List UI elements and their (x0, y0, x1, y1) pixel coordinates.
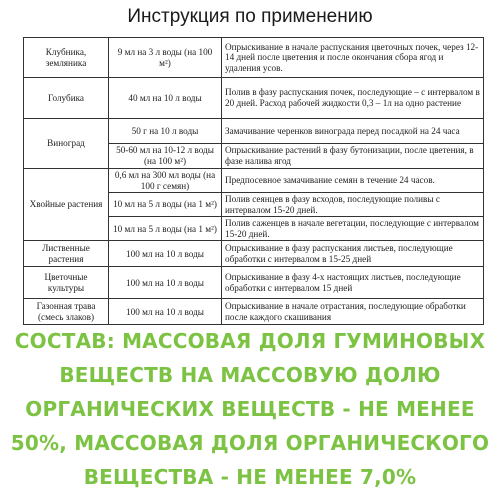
method-cell: Опрыскивание растений в фазу бутонизации, после цветения, в фазе налива ягод (222, 144, 484, 169)
dose-cell: 50-60 мл на 10-12 л воды (на 100 м²) (109, 144, 222, 169)
method-cell: Опрыскивание в начале распускания цветочных почек, через 12-14 дней после цветения и после окончания сбора ягод и удаления усов. (222, 38, 484, 78)
crop-cell: Голубика (24, 78, 109, 119)
table-row (24, 299, 484, 325)
crop-cell: Виноград (24, 119, 109, 169)
method-cell: Опрыскивание в фазу 4-х настоящих листьев, последующие обработки с интервалом 15 дней (222, 267, 484, 299)
dose-cell: 100 мл на 10 л воды (109, 267, 222, 299)
method-cell: Полив саженцев в начале вегетации, последующие с интервалом 15-20 дней. (222, 217, 484, 241)
table-row (24, 267, 484, 299)
page-title: Инструкция по применению (127, 6, 373, 27)
dose-cell: 50 г на 10 л воды (109, 119, 222, 144)
method-cell: Опрыскивание в начале отрастания, последующие обработки после каждого скашивания (222, 299, 484, 325)
method-cell: Полив в фазу распускания почек, последующие – с интервалом в 20 дней. Расход рабочей жидкости 0,3 – 1л на одно растение (222, 78, 484, 119)
crop-cell: Лиственные растения (24, 241, 109, 267)
table-row (24, 38, 484, 78)
dose-cell: 10 мл на 5 л воды (на 1 м²) (109, 217, 222, 241)
instructions-table (23, 37, 484, 325)
table-row (24, 169, 484, 193)
method-cell: Полив сеянцев в фазу всходов, последующие поливы с интервалом 15-20 дней. (222, 193, 484, 217)
crop-cell: Цветочные культуры (24, 267, 109, 299)
composition-text: СОСТАВ: МАССОВАЯ ДОЛЯ ГУМИНОВЫХ ВЕЩЕСТВ НА МАССОВУЮ ДОЛЮ ОРГАНИЧЕСКИХ ВЕЩЕСТВ - НЕ МЕНЕЕ 50%, МАССОВАЯ ДОЛЯ ОРГАНИЧЕСКОГО ВЕЩЕСТВА - НЕ МЕНЕЕ 7,0% (10, 329, 490, 489)
crop-cell: Газонная трава (смесь злаков) (24, 299, 109, 325)
dose-cell: 9 мл на 3 л воды (на 100 м²) (109, 38, 222, 78)
method-cell: Предпосевное замачивание семян в течение 24 часов. (222, 169, 484, 193)
method-cell: Замачивание черенков винограда перед посадкой на 24 часа (222, 119, 484, 144)
dose-cell: 10 мл на 5 л воды (на 1 м²) (109, 193, 222, 217)
dose-cell: 40 мл на 10 л воды (109, 78, 222, 119)
dose-cell: 100 мл на 10 л воды (109, 299, 222, 325)
table-row (24, 241, 484, 267)
dose-cell: 0,6 мл на 300 мл воды (на 100 г семян) (109, 169, 222, 193)
crop-cell: Клубника, земляника (24, 38, 109, 78)
dose-cell: 100 мл на 10 л воды (109, 241, 222, 267)
method-cell: Опрыскивание в фазу распускания листьев, последующие обработки с интервалом в 15-25 дней (222, 241, 484, 267)
table-row (24, 78, 484, 119)
table-row (24, 119, 484, 144)
crop-cell: Хвойные растения (24, 169, 109, 241)
